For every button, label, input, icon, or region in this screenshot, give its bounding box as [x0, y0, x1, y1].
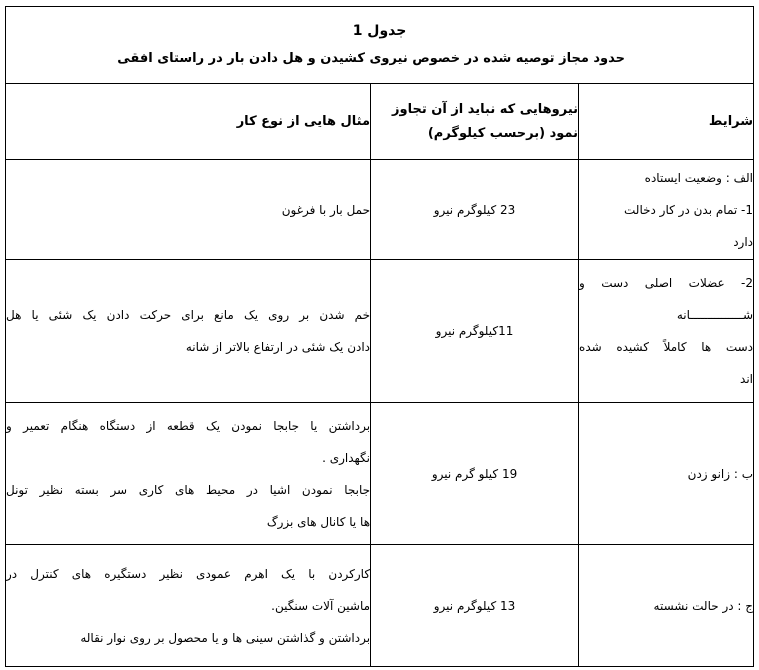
condition-line: اند [740, 372, 754, 386]
limits-table [5, 6, 754, 667]
condition-cell [579, 403, 754, 545]
example-line: خم شدن بر روی یک مانع برای حرکت دادن یک شئی یا هل [6, 308, 371, 322]
example-line: برداشتن یا جابجا نمودن یک قطعه از دستگاه هنگام تعمیر و [6, 418, 371, 433]
condition-line: ب : زانو زدن [687, 466, 754, 481]
header-force [371, 84, 579, 160]
example-line: ها یا کانال های بزرگ [266, 514, 371, 529]
example-line: جابجا نمودن اشیا در محیط های کاری سر بسته نظیر تونل [6, 482, 371, 497]
force-cell: 11کیلوگرم نیرو [371, 260, 579, 403]
table-row [6, 545, 754, 667]
condition-line: ج : در حالت نشسته [653, 598, 754, 613]
example-cell [6, 403, 371, 545]
header-conditions: شرایط [579, 84, 754, 160]
condition-line: 2- عضلات اصلی دست و [579, 276, 754, 290]
header-force-line2: نمود (برحسب کیلوگرم) [427, 125, 579, 141]
condition-cell [579, 545, 754, 667]
table-row [6, 260, 754, 403]
condition-line: 1- تمام بدن در کار دخالت [624, 202, 754, 217]
caption-subtitle: حدود مجاز توصیه شده در خصوص نیروی کشیدن و هل دادن بار در راستای افقی [117, 51, 626, 66]
header-examples: مثال هایی از نوع کار [6, 84, 371, 160]
table-caption [6, 7, 754, 84]
header-force-line1: نیروهایی که نباید از آن تجاوز [392, 101, 579, 117]
example-cell [6, 160, 371, 260]
condition-line: الف : وضعیت ایستاده [644, 170, 754, 185]
condition-line: دارد [733, 234, 754, 249]
example-line: حمل بار با فرغون [281, 202, 371, 217]
example-cell [6, 260, 371, 403]
caption-title: جدول 1 [352, 23, 407, 39]
table-row [6, 160, 754, 260]
example-line: دادن یک شئی در ارتفاع بالاتر از شانه [185, 340, 371, 354]
example-line: برداشتن و گذاشتن سینی ها و یا محصول بر روی نوار نقاله [80, 630, 371, 645]
condition-line: شـــــــــــــــانه [676, 308, 754, 322]
example-line: نگهداری . [322, 450, 371, 465]
condition-line: دست ها کاملاً کشیده شده [579, 340, 754, 354]
force-cell: 23 کیلوگرم نیرو [371, 160, 579, 260]
condition-cell [579, 160, 754, 260]
force-cell: 13 کیلوگرم نیرو [371, 545, 579, 667]
example-line: ماشین آلات سنگین. [271, 598, 371, 613]
example-cell [6, 545, 371, 667]
condition-cell [579, 260, 754, 403]
table-row [6, 403, 754, 545]
example-line: کارکردن با یک اهرم عمودی نظیر دستگیره های کنترل در [6, 566, 371, 581]
force-cell: 19 کیلو گرم نیرو [371, 403, 579, 545]
header-row [6, 84, 754, 160]
caption-row [6, 7, 754, 84]
